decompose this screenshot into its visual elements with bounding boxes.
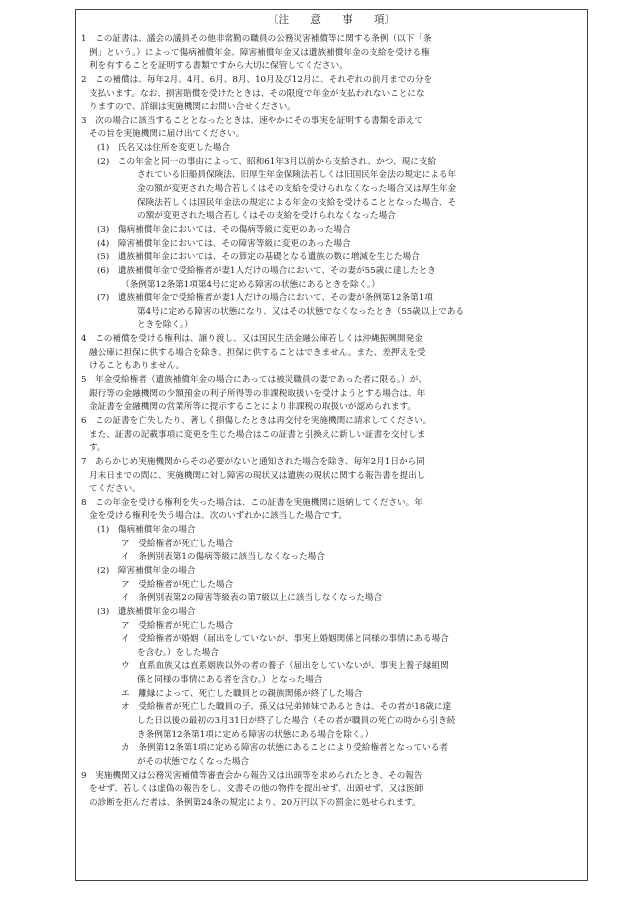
notice-line: その旨を実施機関に届け出てください。 — [89, 129, 245, 140]
notice-line: (6) 遺族補償年金で受給権者が妻1人だけの場合において、その妻が55歳に達したとき — [97, 265, 437, 276]
notice-line: りますので、詳細は実施機関にお問い合せください。 — [89, 102, 296, 113]
notice-line: 第4号に定める障害の状態になり、又はその状態でなくなったとき（55歳以上である — [137, 306, 464, 317]
notice-line: ア 受給権者が死亡した場合 — [121, 579, 234, 590]
notice-line: されている旧船員保険法、旧厚生年金保険法若しくは旧国民年金法の規定による年 — [137, 170, 457, 181]
notice-line: (2) この年金と同一の事由によって、昭和61年3月以前から支給され、かつ、現に支給 — [97, 156, 437, 167]
notice-line: 月末日までの間に、実施機関に対し障害の現状又は遺族の現状に関する報告書を提出し — [89, 470, 426, 481]
notice-line: 金証書を金融機関の営業所等に提示することにより非課税の取扱いが認められます。 — [89, 402, 417, 413]
notice-line: 2 この補償は、毎年2月、4月、6月、8月、10月及び12月に、それぞれの前月までの分を — [81, 74, 433, 85]
notice-line: 5 年金受給権者（遺族補償年金の場合にあっては被災職員の妻であった者に限る。）が、 — [81, 375, 427, 386]
notice-line: イ 条例別表第1の傷病等級に該当しなくなった場合 — [121, 552, 325, 563]
notice-line: 9 実施機関又は公務災害補償等審査会から報告又は出頭等を求められたとき、その報告 — [81, 770, 423, 781]
notice-line: き条例第12条第1項に定める障害の状態にある場合を除く。） — [137, 729, 374, 740]
notice-line: ア 受給権者が死亡した場合 — [121, 620, 234, 631]
notice-line: 3 次の場合に該当することとなったときは、速やかにその事実を証明する書類を添えて — [81, 115, 423, 126]
notice-line: イ 受給権者が婚姻（届出をしていないが、事実上婚姻関係と同様の事情にある場合 — [121, 634, 449, 645]
notice-line: の診断を拒んだ者は、条例第24条の規定により、20万円以下の罰金に処せられます。 — [89, 797, 421, 808]
notice-line: (2) 障害補償年金の場合 — [97, 565, 196, 576]
notice-line: 7 あらかじめ実施機関からその必要がないと通知された場合を除き、毎年2月1日から同 — [81, 456, 425, 467]
notice-line: 融公庫に担保に供する場合を除き、担保に供することはできません。また、差押えを受 — [89, 347, 426, 358]
notice-line: オ 受給権者が死亡した職員の子、孫又は兄弟姉妹であるときは、その者が18歳に達 — [121, 702, 452, 713]
notice-line: がその状態でなくなった場合 — [137, 756, 250, 767]
notice-title: 〔注 意 事 項〕 — [267, 14, 396, 26]
notice-line: また、証書の記載事項に変更を生じた場合はこの証書と引換えに新しい証書を交付しま — [89, 429, 426, 440]
notice-line: (3) 遺族補償年金の場合 — [97, 606, 196, 617]
notice-line: 例」という。）によって傷病補償年金、障害補償年金又は遺族補償年金の支給を受ける権 — [89, 47, 430, 58]
notice-line: を含む。）をした場合 — [137, 647, 219, 658]
notice-line: 保険法若しくは国民年金法の規定による年金の支給を受けることとなった場合、そ — [137, 197, 457, 208]
notice-line: カ 条例第12条第1項に定める障害の状態にあることにより受給権者となっている者 — [121, 743, 448, 754]
notice-line: 金を受ける権利を失う場合は、次のいずれかに該当した場合です。 — [89, 511, 348, 522]
notice-line: 6 この証書を亡失したり、著しく損傷したときは再交付を実施機関に請求してください。 — [81, 415, 432, 426]
notice-line: した日以後の最初の3月31日が終了した場合（その者が職員の死亡の時から引き続 — [137, 716, 456, 727]
notice-line: イ 条例別表第2の障害等級表の第7級以上に該当しなくなった場合 — [121, 593, 383, 604]
notice-line: ときを除く。） — [137, 320, 193, 331]
notice-line: す。 — [89, 443, 106, 454]
notice-line: 4 この補償を受ける権利は、譲り渡し、又は国民生活金融公庫若しくは沖縄振興開発金 — [81, 334, 423, 345]
notice-line: (1) 傷病補償年金の場合 — [97, 525, 196, 536]
notice-line: 利を有することを証明する書類ですから大切に保管してください。 — [89, 61, 348, 72]
notice-line: (4) 障害補償年金においては、その障害等級に変更のあった場合 — [97, 238, 351, 249]
notice-sheet — [75, 9, 588, 881]
notice-line: エ 離縁によって、死亡した職員との親族関係が終了した場合 — [121, 688, 363, 699]
notice-line: をせず、若しくは虚偽の報告をし、文書その他の物件を提出せず、出頭せず、又は医師 — [89, 784, 424, 795]
notice-line: けることもありません。 — [89, 361, 185, 372]
notice-line: 係と同様の事情にある者を含む。）となった場合 — [137, 675, 323, 686]
notice-line: ア 受給権者が死亡した場合 — [121, 538, 234, 549]
notice-line: てください。 — [89, 484, 141, 495]
notice-body — [81, 33, 583, 811]
notice-line: 8 この年金を受ける権利を失った場合は、この証書を実施機関に返納してください。年 — [81, 497, 423, 508]
notice-line: 支払います。なお、損害賠償を受けたときは、その限度で年金が支払われないことにな — [89, 88, 425, 99]
notice-line: 金の額が変更された場合若しくはその支給を受けられなくなった場合又は厚生年金 — [137, 184, 457, 195]
notice-line: 1 この証書は、議会の議員その他非常勤の職員の公務災害補償等に関する条例（以下「条 — [81, 34, 432, 44]
notice-line: 銀行等の金融機関の少額預金の利子所得等の非課税取扱いを受けようとする場合は、年 — [89, 388, 426, 399]
notice-line: (5) 遺族補償年金においては、その算定の基礎となる遺族の数に増減を生じた場合 — [97, 252, 420, 263]
notice-line: （条例第12条第1項第4号に定める障害の状態にあるときを除く。） — [121, 279, 380, 290]
notice-line: (1) 氏名又は住所を変更した場合 — [97, 143, 230, 154]
notice-line: (3) 傷病補償年金においては、その傷病等級に変更のあった場合 — [97, 224, 351, 235]
notice-line: (7) 遺族補償年金で受給権者が妻1人だけの場合において、その妻が条例第12条第1項 — [97, 293, 433, 304]
notice-line: の額が変更された場合若しくはその支給を受けられなくなった場合 — [137, 211, 396, 222]
notice-line: ウ 直系血族又は直系姻族以外の者の養子（届出をしていないが、事実上養子縁組関 — [121, 661, 449, 672]
